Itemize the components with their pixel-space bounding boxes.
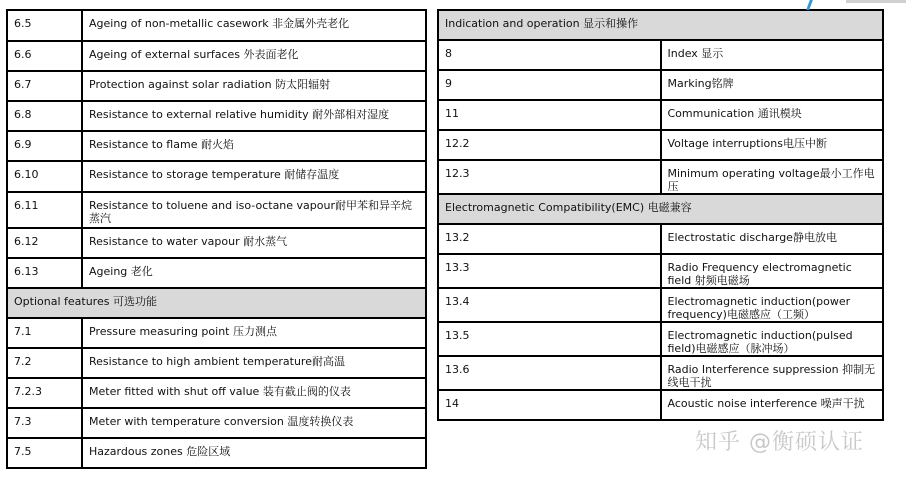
clause-description: Resistance to external relative humidity 耐外部相对湿度: [82, 101, 426, 131]
clause-number: 13.5: [438, 322, 661, 356]
table-row: [438, 224, 883, 254]
clause-number: 6.12: [7, 228, 82, 258]
clause-description: Communication 通讯模块: [661, 100, 884, 130]
table-row: [7, 258, 426, 288]
clause-description: Resistance to flame 耐火焰: [82, 131, 426, 161]
table-row: [438, 322, 883, 356]
table-row: [438, 356, 883, 390]
clause-description: Resistance to toluene and iso-octane vapour耐甲苯和异辛烷蒸汽: [82, 192, 426, 228]
table-row: [438, 390, 883, 420]
clause-number: 7.3: [7, 408, 82, 438]
table-row: [438, 160, 883, 194]
table-row: [438, 254, 883, 288]
clause-number: 7.5: [7, 438, 82, 468]
clause-number: 6.11: [7, 192, 82, 228]
clause-number: 6.10: [7, 161, 82, 192]
clause-description: Ageing of external surfaces 外表面老化: [82, 41, 426, 71]
clause-description: Ageing 老化: [82, 258, 426, 288]
clause-number: 7.2: [7, 348, 82, 378]
clause-description: Minimum operating voltage最小工作电压: [661, 160, 884, 194]
section-title: Optional features 可选功能: [7, 288, 426, 318]
table-row: [7, 131, 426, 161]
clause-description: Radio Frequency electromagnetic field 射频电磁场: [661, 254, 884, 288]
clause-number: 6.8: [7, 101, 82, 131]
clause-number: 8: [438, 40, 661, 70]
table-row: [7, 228, 426, 258]
decorative-fragment: [846, 0, 906, 3]
clause-number: 6.6: [7, 41, 82, 71]
table-row: [438, 100, 883, 130]
section-header-row: [438, 10, 883, 40]
clause-description: Pressure measuring point 压力测点: [82, 318, 426, 348]
table-row: [7, 101, 426, 131]
clause-description: Resistance to storage temperature 耐储存温度: [82, 161, 426, 192]
clause-number: 7.1: [7, 318, 82, 348]
clause-number: 12.2: [438, 130, 661, 160]
clause-number: 6.9: [7, 131, 82, 161]
clause-description: Voltage interruptions电压中断: [661, 130, 884, 160]
table-row: [7, 161, 426, 192]
clause-number: 7.2.3: [7, 378, 82, 408]
left-requirements-table: [6, 9, 427, 469]
clause-description: Hazardous zones 危险区域: [82, 438, 426, 468]
table-row: [438, 130, 883, 160]
clause-number: 13.6: [438, 356, 661, 390]
clause-number: 13.2: [438, 224, 661, 254]
table-row: [7, 10, 426, 41]
clause-description: Meter fitted with shut off value 装有截止阀的仪表: [82, 378, 426, 408]
table-row: [7, 318, 426, 348]
clause-number: 6.13: [7, 258, 82, 288]
clause-description: Electromagnetic induction(power frequency)电磁感应（工频）: [661, 288, 884, 322]
section-header-row: [7, 288, 426, 318]
clause-number: 12.3: [438, 160, 661, 194]
clause-description: Acoustic noise interference 噪声干扰: [661, 390, 884, 420]
clause-description: Marking铭牌: [661, 70, 884, 100]
table-row: [7, 41, 426, 71]
table-row: [438, 288, 883, 322]
clause-description: Electromagnetic induction(pulsed field)电磁感应（脉冲场）: [661, 322, 884, 356]
section-header-row: [438, 194, 883, 224]
clause-number: 13.4: [438, 288, 661, 322]
table-row: [7, 378, 426, 408]
clause-number: 6.5: [7, 10, 82, 41]
clause-description: Index 显示: [661, 40, 884, 70]
clause-description: Radio Interference suppression 抑制无线电干扰: [661, 356, 884, 390]
clause-number: 9: [438, 70, 661, 100]
table-row: [7, 71, 426, 101]
clause-number: 13.3: [438, 254, 661, 288]
table-row: [7, 348, 426, 378]
clause-description: Meter with temperature conversion 温度转换仪表: [82, 408, 426, 438]
clause-description: Protection against solar radiation 防太阳辐射: [82, 71, 426, 101]
section-title: Indication and operation 显示和操作: [438, 10, 883, 40]
table-row: [7, 408, 426, 438]
clause-description: Resistance to high ambient temperature耐高温: [82, 348, 426, 378]
table-row: [438, 40, 883, 70]
table-row: [7, 438, 426, 468]
section-title: Electromagnetic Compatibility(EMC) 电磁兼容: [438, 194, 883, 224]
clause-number: 11: [438, 100, 661, 130]
clause-description: Ageing of non-metallic casework 非金属外壳老化: [82, 10, 426, 41]
clause-number: 14: [438, 390, 661, 420]
clause-description: Electrostatic discharge静电放电: [661, 224, 884, 254]
table-row: [7, 192, 426, 228]
clause-description: Resistance to water vapour 耐水蒸气: [82, 228, 426, 258]
clause-number: 6.7: [7, 71, 82, 101]
watermark: 知乎 @衡硕认证: [695, 430, 864, 455]
table-row: [438, 70, 883, 100]
right-requirements-table: [437, 9, 884, 421]
